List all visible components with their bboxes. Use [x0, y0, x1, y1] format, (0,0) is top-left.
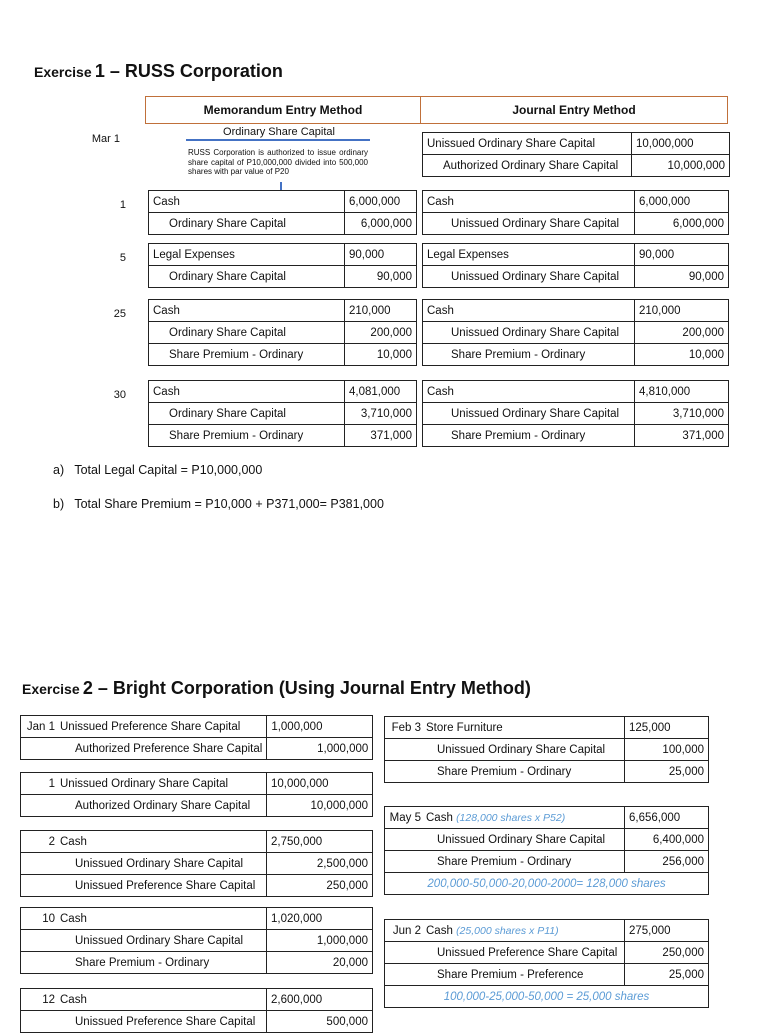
memo-description: RUSS Corporation is authorized to issue ordinary share capital of P10,000,000 divided into 500,000 shares with par value of P20	[188, 148, 368, 176]
table-row	[385, 851, 709, 873]
entry-date: 2	[48, 835, 55, 848]
account-cell	[21, 831, 267, 853]
account-name: Cash	[423, 191, 635, 213]
table-row	[423, 133, 730, 155]
account-name: Legal Expenses	[423, 244, 635, 266]
entry-date: May 5	[389, 811, 421, 824]
credit-amount: 250,000	[267, 875, 373, 897]
table-row	[385, 739, 709, 761]
account-cell: Unissued Preference Share Capital	[21, 1011, 267, 1033]
credit-amount: 250,000	[625, 942, 709, 964]
credit-amount: 3,710,000	[635, 403, 729, 425]
memo-title: Ordinary Share Capital	[223, 126, 335, 138]
debit-amount: 90,000	[635, 244, 729, 266]
table-row	[385, 761, 709, 783]
table-row	[21, 989, 373, 1011]
table-row	[149, 403, 417, 425]
account-name: Ordinary Share Capital	[149, 322, 345, 344]
account-name: Cash	[149, 191, 345, 213]
account-cell: Unissued Ordinary Share Capital	[385, 829, 625, 851]
calculation-note: (128,000 shares x P52)	[456, 811, 566, 824]
account-name: Cash	[423, 300, 635, 322]
calculation-footnote: 100,000-25,000-50,000 = 25,000 shares	[385, 986, 709, 1008]
account-cell: Authorized Preference Share Capital	[21, 738, 267, 760]
table-row	[21, 831, 373, 853]
table-row	[385, 829, 709, 851]
account-cell: Share Premium - Preference	[385, 964, 625, 986]
journal-entry	[422, 243, 729, 288]
account-name: Store Furniture	[426, 721, 503, 734]
entry-date: 30	[113, 389, 126, 401]
table-row	[423, 381, 729, 403]
table-row	[423, 266, 729, 288]
credit-amount: 10,000,000	[267, 795, 373, 817]
exercise-label: Exercise	[22, 681, 80, 697]
debit-amount: 1,000,000	[267, 716, 373, 738]
account-name: Cash	[149, 381, 345, 403]
exercise-1-title	[34, 61, 283, 82]
account-name: Cash	[149, 300, 345, 322]
debit-amount: 2,750,000	[267, 831, 373, 853]
debit-amount: 6,656,000	[625, 807, 709, 829]
exercise-name: 1 – RUSS Corporation	[94, 61, 283, 81]
account-cell	[385, 717, 625, 739]
entry-date: 10	[42, 912, 55, 925]
table-row	[149, 381, 417, 403]
credit-amount: 3,710,000	[345, 403, 417, 425]
account-name: Cash	[60, 835, 87, 848]
account-cell	[21, 716, 267, 738]
entry-date: 1	[119, 199, 126, 211]
entry-date: 12	[42, 993, 55, 1006]
table-row	[149, 266, 417, 288]
credit-amount: 10,000	[635, 344, 729, 366]
debit-amount: 2,600,000	[267, 989, 373, 1011]
account-name: Cash	[60, 993, 87, 1006]
account-cell	[21, 908, 267, 930]
debit-amount: 4,081,000	[345, 381, 417, 403]
entry-date: Jan 1	[26, 720, 55, 733]
journal-entry	[20, 772, 373, 817]
table-row	[21, 930, 373, 952]
account-name: Cash	[426, 924, 453, 937]
answer-label: a)	[53, 463, 65, 477]
account-cell: Unissued Ordinary Share Capital	[385, 739, 625, 761]
table-row	[21, 1011, 373, 1033]
table-row	[423, 300, 729, 322]
account-cell	[21, 989, 267, 1011]
table-row	[423, 244, 729, 266]
account-name: Unissued Preference Share Capital	[60, 720, 241, 733]
account-name: Unissued Ordinary Share Capital	[60, 777, 229, 790]
credit-amount: 2,500,000	[267, 853, 373, 875]
account-cell: Share Premium - Ordinary	[385, 761, 625, 783]
account-cell: Share Premium - Ordinary	[21, 952, 267, 974]
table-row	[21, 908, 373, 930]
exercise-2-title	[22, 678, 531, 699]
table-row	[385, 873, 709, 895]
account-name: Unissued Ordinary Share Capital	[423, 322, 635, 344]
account-name: Authorized Ordinary Share Capital	[423, 155, 632, 177]
journal-entry	[20, 907, 373, 974]
table-row	[149, 191, 417, 213]
journal-entry	[384, 806, 709, 895]
account-cell: Unissued Preference Share Capital	[21, 875, 267, 897]
account-name: Ordinary Share Capital	[149, 403, 345, 425]
credit-amount: 10,000	[345, 344, 417, 366]
credit-amount: 25,000	[625, 761, 709, 783]
journal-entry-mar1	[422, 132, 730, 177]
account-name: Share Premium - Ordinary	[423, 425, 635, 447]
journal-entry	[384, 716, 709, 783]
table-row	[149, 344, 417, 366]
account-cell: Unissued Preference Share Capital	[385, 942, 625, 964]
memo-entry	[148, 243, 417, 288]
entry-date: 25	[113, 308, 126, 320]
credit-amount: 90,000	[635, 266, 729, 288]
journal-entry	[422, 190, 729, 235]
table-row	[423, 191, 729, 213]
memo-title-underline	[186, 139, 370, 141]
table-row	[149, 425, 417, 447]
credit-amount: 6,000,000	[345, 213, 417, 235]
account-name: Unissued Ordinary Share Capital	[423, 266, 635, 288]
journal-entry	[384, 919, 709, 1008]
account-name: Unissued Ordinary Share Capital	[423, 133, 632, 155]
credit-amount: 371,000	[635, 425, 729, 447]
debit-amount: 275,000	[625, 920, 709, 942]
account-cell	[385, 807, 625, 829]
journal-entry	[20, 715, 373, 760]
account-name: Cash	[426, 811, 453, 824]
account-cell	[21, 773, 267, 795]
table-row	[21, 716, 373, 738]
account-name: Share Premium - Ordinary	[149, 344, 345, 366]
credit-amount: 200,000	[345, 322, 417, 344]
credit-amount: 371,000	[345, 425, 417, 447]
table-row	[21, 795, 373, 817]
table-row	[149, 244, 417, 266]
table-row	[385, 942, 709, 964]
journal-entry	[20, 988, 373, 1033]
debit-amount: 4,810,000	[635, 381, 729, 403]
account-cell: Share Premium - Ordinary	[385, 851, 625, 873]
account-name: Cash	[60, 912, 87, 925]
credit-amount: 6,400,000	[625, 829, 709, 851]
debit-amount: 90,000	[345, 244, 417, 266]
memo-method-header: Memorandum Entry Method	[145, 96, 421, 124]
table-row	[423, 403, 729, 425]
debit-amount: 210,000	[345, 300, 417, 322]
account-cell: Authorized Ordinary Share Capital	[21, 795, 267, 817]
debit-amount: 10,000,000	[267, 773, 373, 795]
account-name: Share Premium - Ordinary	[149, 425, 345, 447]
debit-amount: 6,000,000	[345, 191, 417, 213]
entry-date: Jun 2	[392, 924, 421, 937]
memo-entry	[148, 380, 417, 447]
exercise-name: 2 – Bright Corporation (Using Journal Entry Method)	[82, 678, 531, 698]
table-row	[385, 964, 709, 986]
account-name: Unissued Ordinary Share Capital	[423, 403, 635, 425]
answer-text: Total Legal Capital = P10,000,000	[74, 463, 263, 477]
calculation-footnote: 200,000-50,000-20,000-2000= 128,000 shares	[385, 873, 709, 895]
answer-a	[53, 463, 262, 477]
table-row	[423, 155, 730, 177]
account-name: Cash	[423, 381, 635, 403]
answer-b	[53, 497, 384, 511]
credit-amount: 256,000	[625, 851, 709, 873]
debit-amount: 210,000	[635, 300, 729, 322]
answer-label: b)	[53, 497, 65, 511]
table-row	[423, 213, 729, 235]
journal-entry	[422, 380, 729, 447]
table-row	[423, 425, 729, 447]
table-row	[21, 738, 373, 760]
calculation-note: (25,000 shares x P11)	[456, 924, 559, 937]
answer-text: Total Share Premium = P10,000 + P371,000= P381,000	[74, 497, 384, 511]
table-row	[149, 322, 417, 344]
credit-amount: 20,000	[267, 952, 373, 974]
entry-date: Feb 3	[391, 721, 421, 734]
credit-amount: 25,000	[625, 964, 709, 986]
memo-connector	[280, 182, 282, 190]
table-row	[21, 952, 373, 974]
credit-amount: 200,000	[635, 322, 729, 344]
credit-amount: 10,000,000	[632, 155, 730, 177]
account-name: Share Premium - Ordinary	[423, 344, 635, 366]
journal-entry	[422, 299, 729, 366]
table-row	[21, 875, 373, 897]
credit-amount: 1,000,000	[267, 930, 373, 952]
account-cell: Unissued Ordinary Share Capital	[21, 853, 267, 875]
table-row	[149, 213, 417, 235]
account-name: Ordinary Share Capital	[149, 213, 345, 235]
account-cell: Unissued Ordinary Share Capital	[21, 930, 267, 952]
credit-amount: 6,000,000	[635, 213, 729, 235]
memo-entry	[148, 299, 417, 366]
account-cell	[385, 920, 625, 942]
table-row	[385, 920, 709, 942]
account-name: Unissued Ordinary Share Capital	[423, 213, 635, 235]
table-row	[21, 773, 373, 795]
exercise-label: Exercise	[34, 64, 92, 80]
debit-amount: 125,000	[625, 717, 709, 739]
debit-amount: 6,000,000	[635, 191, 729, 213]
table-row	[149, 300, 417, 322]
memo-entry	[148, 190, 417, 235]
table-row	[385, 986, 709, 1008]
journal-entry	[20, 830, 373, 897]
entry-date: 1	[48, 777, 55, 790]
debit-amount: 1,020,000	[267, 908, 373, 930]
table-row	[423, 344, 729, 366]
entry-date: Mar 1	[91, 133, 120, 145]
debit-amount: 10,000,000	[632, 133, 730, 155]
table-row	[385, 717, 709, 739]
account-name: Ordinary Share Capital	[149, 266, 345, 288]
entry-date: 5	[119, 252, 126, 264]
table-row	[385, 807, 709, 829]
table-row	[21, 853, 373, 875]
credit-amount: 90,000	[345, 266, 417, 288]
credit-amount: 500,000	[267, 1011, 373, 1033]
credit-amount: 100,000	[625, 739, 709, 761]
account-name: Legal Expenses	[149, 244, 345, 266]
journal-method-header: Journal Entry Method	[420, 96, 728, 124]
table-row	[423, 322, 729, 344]
credit-amount: 1,000,000	[267, 738, 373, 760]
